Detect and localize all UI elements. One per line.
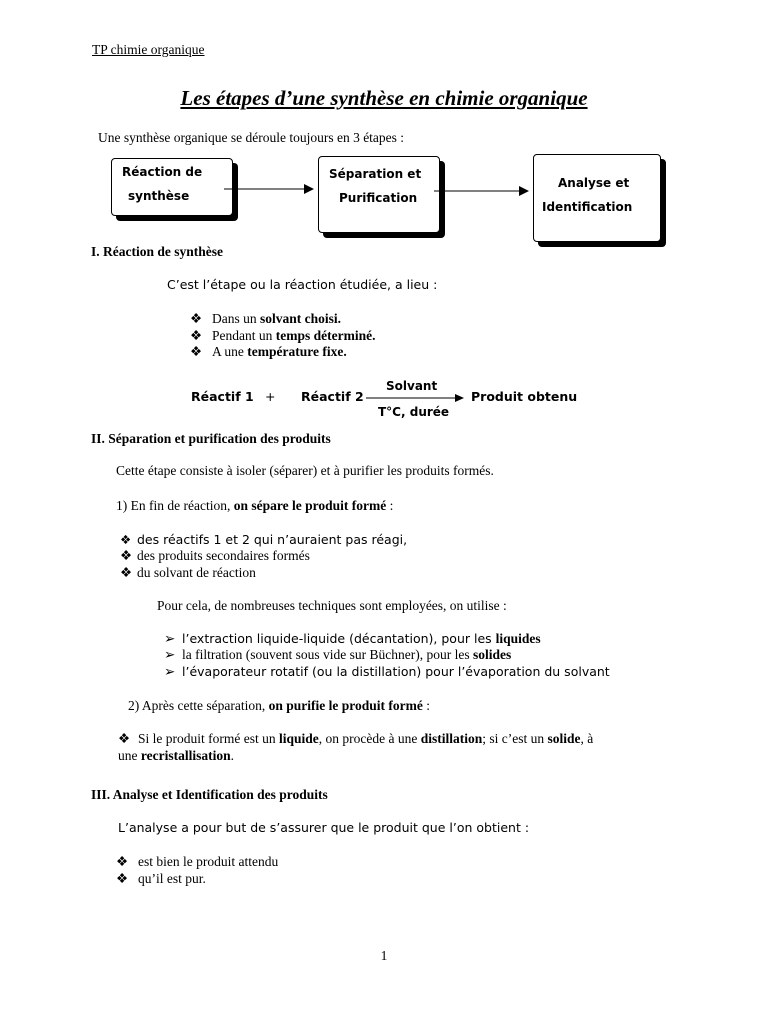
- step-1-text: 1) En fin de réaction,: [116, 498, 234, 513]
- purif-text-c: , on procède à une: [318, 731, 421, 746]
- s3-bullet-1-text: est bien le produit attendu: [138, 854, 279, 869]
- arrow-bullet-icon: ➢: [164, 664, 176, 679]
- flow-box-separation-line1: Séparation et: [329, 167, 422, 181]
- techniques-lead: Pour cela, de nombreuses techniques sont employées, on utilise :: [157, 598, 507, 613]
- section-2-step-1: [116, 498, 393, 514]
- flow-box-analysis-line2: Identification: [542, 200, 633, 214]
- s2-bullet-1-text: des réactifs 1 et 2 qui n’auraient pas réagi,: [137, 532, 408, 547]
- technique-1-bold: liquides: [495, 631, 541, 646]
- technique-1: [164, 631, 541, 647]
- diamond-bullet-icon: ❖: [190, 344, 203, 359]
- section-1-heading: I. Réaction de synthèse: [91, 244, 223, 259]
- purification-line-2: [118, 748, 234, 764]
- s1-bullet-1: [190, 311, 341, 327]
- page-number: 1: [380, 948, 388, 963]
- s2-bullet-3: [120, 565, 256, 581]
- purif-text-j: .: [230, 748, 234, 763]
- page-title: Les étapes d’une synthèse en chimie organique: [180, 86, 588, 110]
- section-2-step-2: [128, 698, 430, 714]
- equation-conditions: T°C, durée: [378, 405, 450, 419]
- flow-box-analysis-line1: Analyse et: [558, 176, 630, 190]
- arrow-bullet-icon: ➢: [164, 647, 176, 662]
- s2-bullet-3-text: du solvant de réaction: [137, 565, 256, 580]
- flow-box-reaction-line1: Réaction de: [122, 165, 203, 179]
- equation-solvent: Solvant: [386, 379, 438, 393]
- purif-text-e: ; si c’est un: [482, 731, 548, 746]
- technique-2: [164, 647, 511, 663]
- equation-arrow-icon: [366, 393, 466, 403]
- section-2-heading: II. Séparation et purification des produits: [91, 431, 331, 446]
- s2-bullet-2: [120, 548, 310, 564]
- technique-2-text: la filtration (souvent sous vide sur Büchner), pour les: [182, 647, 473, 662]
- step-2-text: 2) Après cette séparation,: [128, 698, 269, 713]
- s1-bullet-2: [190, 328, 375, 344]
- s1-bullet-1-text: Dans un: [212, 311, 260, 326]
- technique-1-text: l’extraction liquide-liquide (décantation), pour les: [182, 631, 496, 646]
- purif-text-a: Si le produit formé est un: [138, 731, 279, 746]
- purif-bold-distillation: distillation: [420, 731, 483, 746]
- step-2-bold: on purifie le produit formé: [268, 698, 423, 713]
- section-3-heading: III. Analyse et Identification des produits: [91, 787, 328, 802]
- s1-bullet-2-bold: temps déterminé.: [275, 328, 376, 343]
- diamond-bullet-icon: ❖: [190, 328, 203, 343]
- diamond-bullet-icon: ❖: [116, 871, 129, 886]
- s2-bullet-2-text: des produits secondaires formés: [137, 548, 310, 563]
- purif-text-g: , à: [580, 731, 594, 746]
- equation-product: Produit obtenu: [471, 389, 578, 404]
- document-header: TP chimie organique: [92, 42, 205, 57]
- diamond-bullet-icon: ❖: [120, 532, 132, 547]
- equation-plus: +: [265, 389, 276, 404]
- flow-arrows: [0, 0, 768, 260]
- section-3-lead: L’analyse a pour but de s’assurer que le produit que l’on obtient :: [118, 820, 530, 835]
- flow-arrow-1-head: [304, 184, 314, 194]
- diamond-bullet-icon: ❖: [120, 548, 133, 563]
- s2-bullet-1: [120, 532, 407, 547]
- diamond-bullet-icon: ❖: [190, 311, 203, 326]
- section-2-lead: Cette étape consiste à isoler (séparer) et à purifier les produits formés.: [116, 463, 494, 478]
- purif-bold-solide: solide: [547, 731, 581, 746]
- diamond-bullet-icon: ❖: [116, 854, 129, 869]
- technique-2-bold: solides: [472, 647, 512, 662]
- diamond-bullet-icon: ❖: [118, 731, 131, 746]
- s1-bullet-3-text: A une: [212, 344, 248, 359]
- technique-3-text: l’évaporateur rotatif (ou la distillation) pour l’évaporation du solvant: [182, 664, 610, 679]
- step-2-post: :: [422, 698, 430, 713]
- flow-box-separation-line2: Purification: [339, 191, 418, 205]
- equation-reactant-2: Réactif 2: [301, 389, 364, 404]
- purification-line-1: [118, 731, 593, 747]
- flow-arrow-2-head: [519, 186, 529, 196]
- s3-bullet-1: [116, 854, 278, 870]
- s1-bullet-3: [190, 344, 347, 360]
- s1-bullet-1-bold: solvant choisi.: [260, 311, 342, 326]
- section-1-lead: C’est l’étape ou la réaction étudiée, a lieu :: [167, 277, 438, 292]
- s3-bullet-2: [116, 871, 206, 887]
- step-1-post: :: [386, 498, 394, 513]
- s1-bullet-2-text: Pendant un: [212, 328, 276, 343]
- equation-reactant-1: Réactif 1: [191, 389, 254, 404]
- intro-text: Une synthèse organique se déroule toujours en 3 étapes :: [98, 130, 405, 145]
- arrow-bullet-icon: ➢: [164, 631, 176, 646]
- purif-bold-liquide: liquide: [278, 731, 319, 746]
- step-1-bold: on sépare le produit formé: [233, 498, 387, 513]
- diamond-bullet-icon: ❖: [120, 565, 133, 580]
- flow-box-reaction-line2: synthèse: [128, 189, 190, 203]
- s3-bullet-2-text: qu’il est pur.: [138, 871, 206, 886]
- purif-text-h: une: [118, 748, 141, 763]
- s1-bullet-3-bold: température fixe.: [247, 344, 347, 359]
- purif-bold-recristallisation: recristallisation: [140, 748, 231, 763]
- technique-3: [164, 664, 610, 680]
